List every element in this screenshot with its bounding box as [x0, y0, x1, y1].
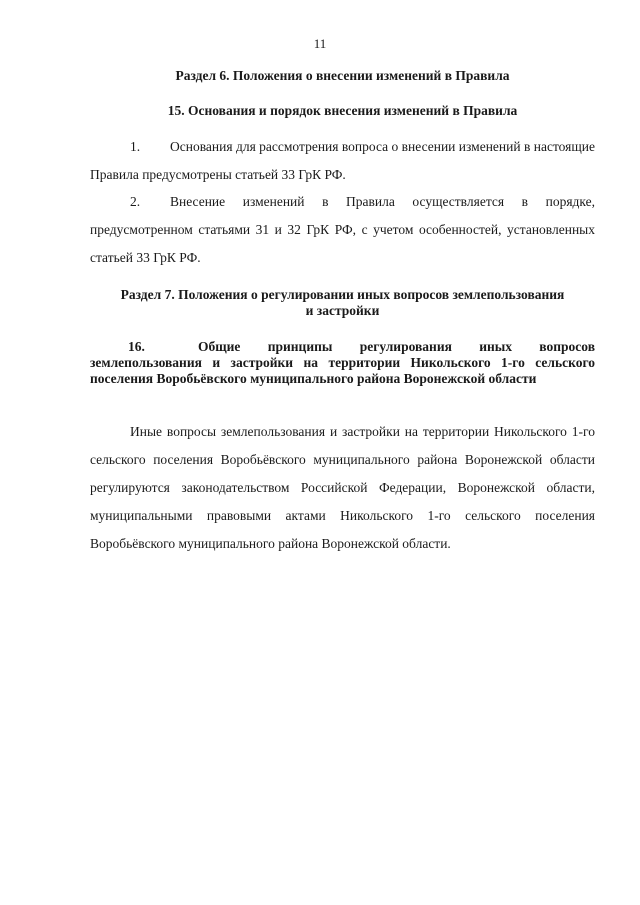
section-7-title-line-1: Раздел 7. Положения о регулировании иных вопросов землепользования	[120, 287, 565, 302]
article-16-number: 16.	[128, 339, 145, 354]
page-number: 11	[313, 36, 327, 51]
article-16-heading-text: Общие принципы регулирования иных вопросов землепользования и застройки на территории Никольского 1-го сельского поселения Воробьёвского муниципального района Воронежской области	[90, 339, 595, 386]
article-15-item-2	[90, 188, 595, 272]
article-15-item-1	[90, 133, 595, 189]
article-16-body: Иные вопросы землепользования и застройки на территории Никольского 1-го сельского поселения Воробьёвского муниципального района Воронежской области регулируются законодательством Российской Федерации, Воронежской области, муниципальными правовыми актами Никольского 1-го сельского поселения Воробьёвского муниципального района Воронежской области.	[90, 424, 595, 551]
article-15-title: 15. Основания и порядок внесения изменений в Правила	[167, 103, 518, 118]
section-7-title-line-2: и застройки	[305, 303, 380, 318]
section-7-title	[90, 287, 595, 319]
item-number: 1.	[130, 139, 141, 154]
section-6-title: Раздел 6. Положения о внесении изменений в Правила	[175, 68, 510, 83]
item-number: 2.	[130, 194, 141, 209]
item-text: Основания для рассмотрения вопроса о внесении изменений в настоящие Правила предусмотрены статьей 33 ГрК РФ.	[90, 139, 595, 182]
article-16-title	[90, 339, 595, 387]
item-text: Внесение изменений в Правила осуществляется в порядке, предусмотренном статьями 31 и 32 ГрК РФ, с учетом особенностей, установленных статьей 33 ГрК РФ.	[90, 194, 595, 265]
